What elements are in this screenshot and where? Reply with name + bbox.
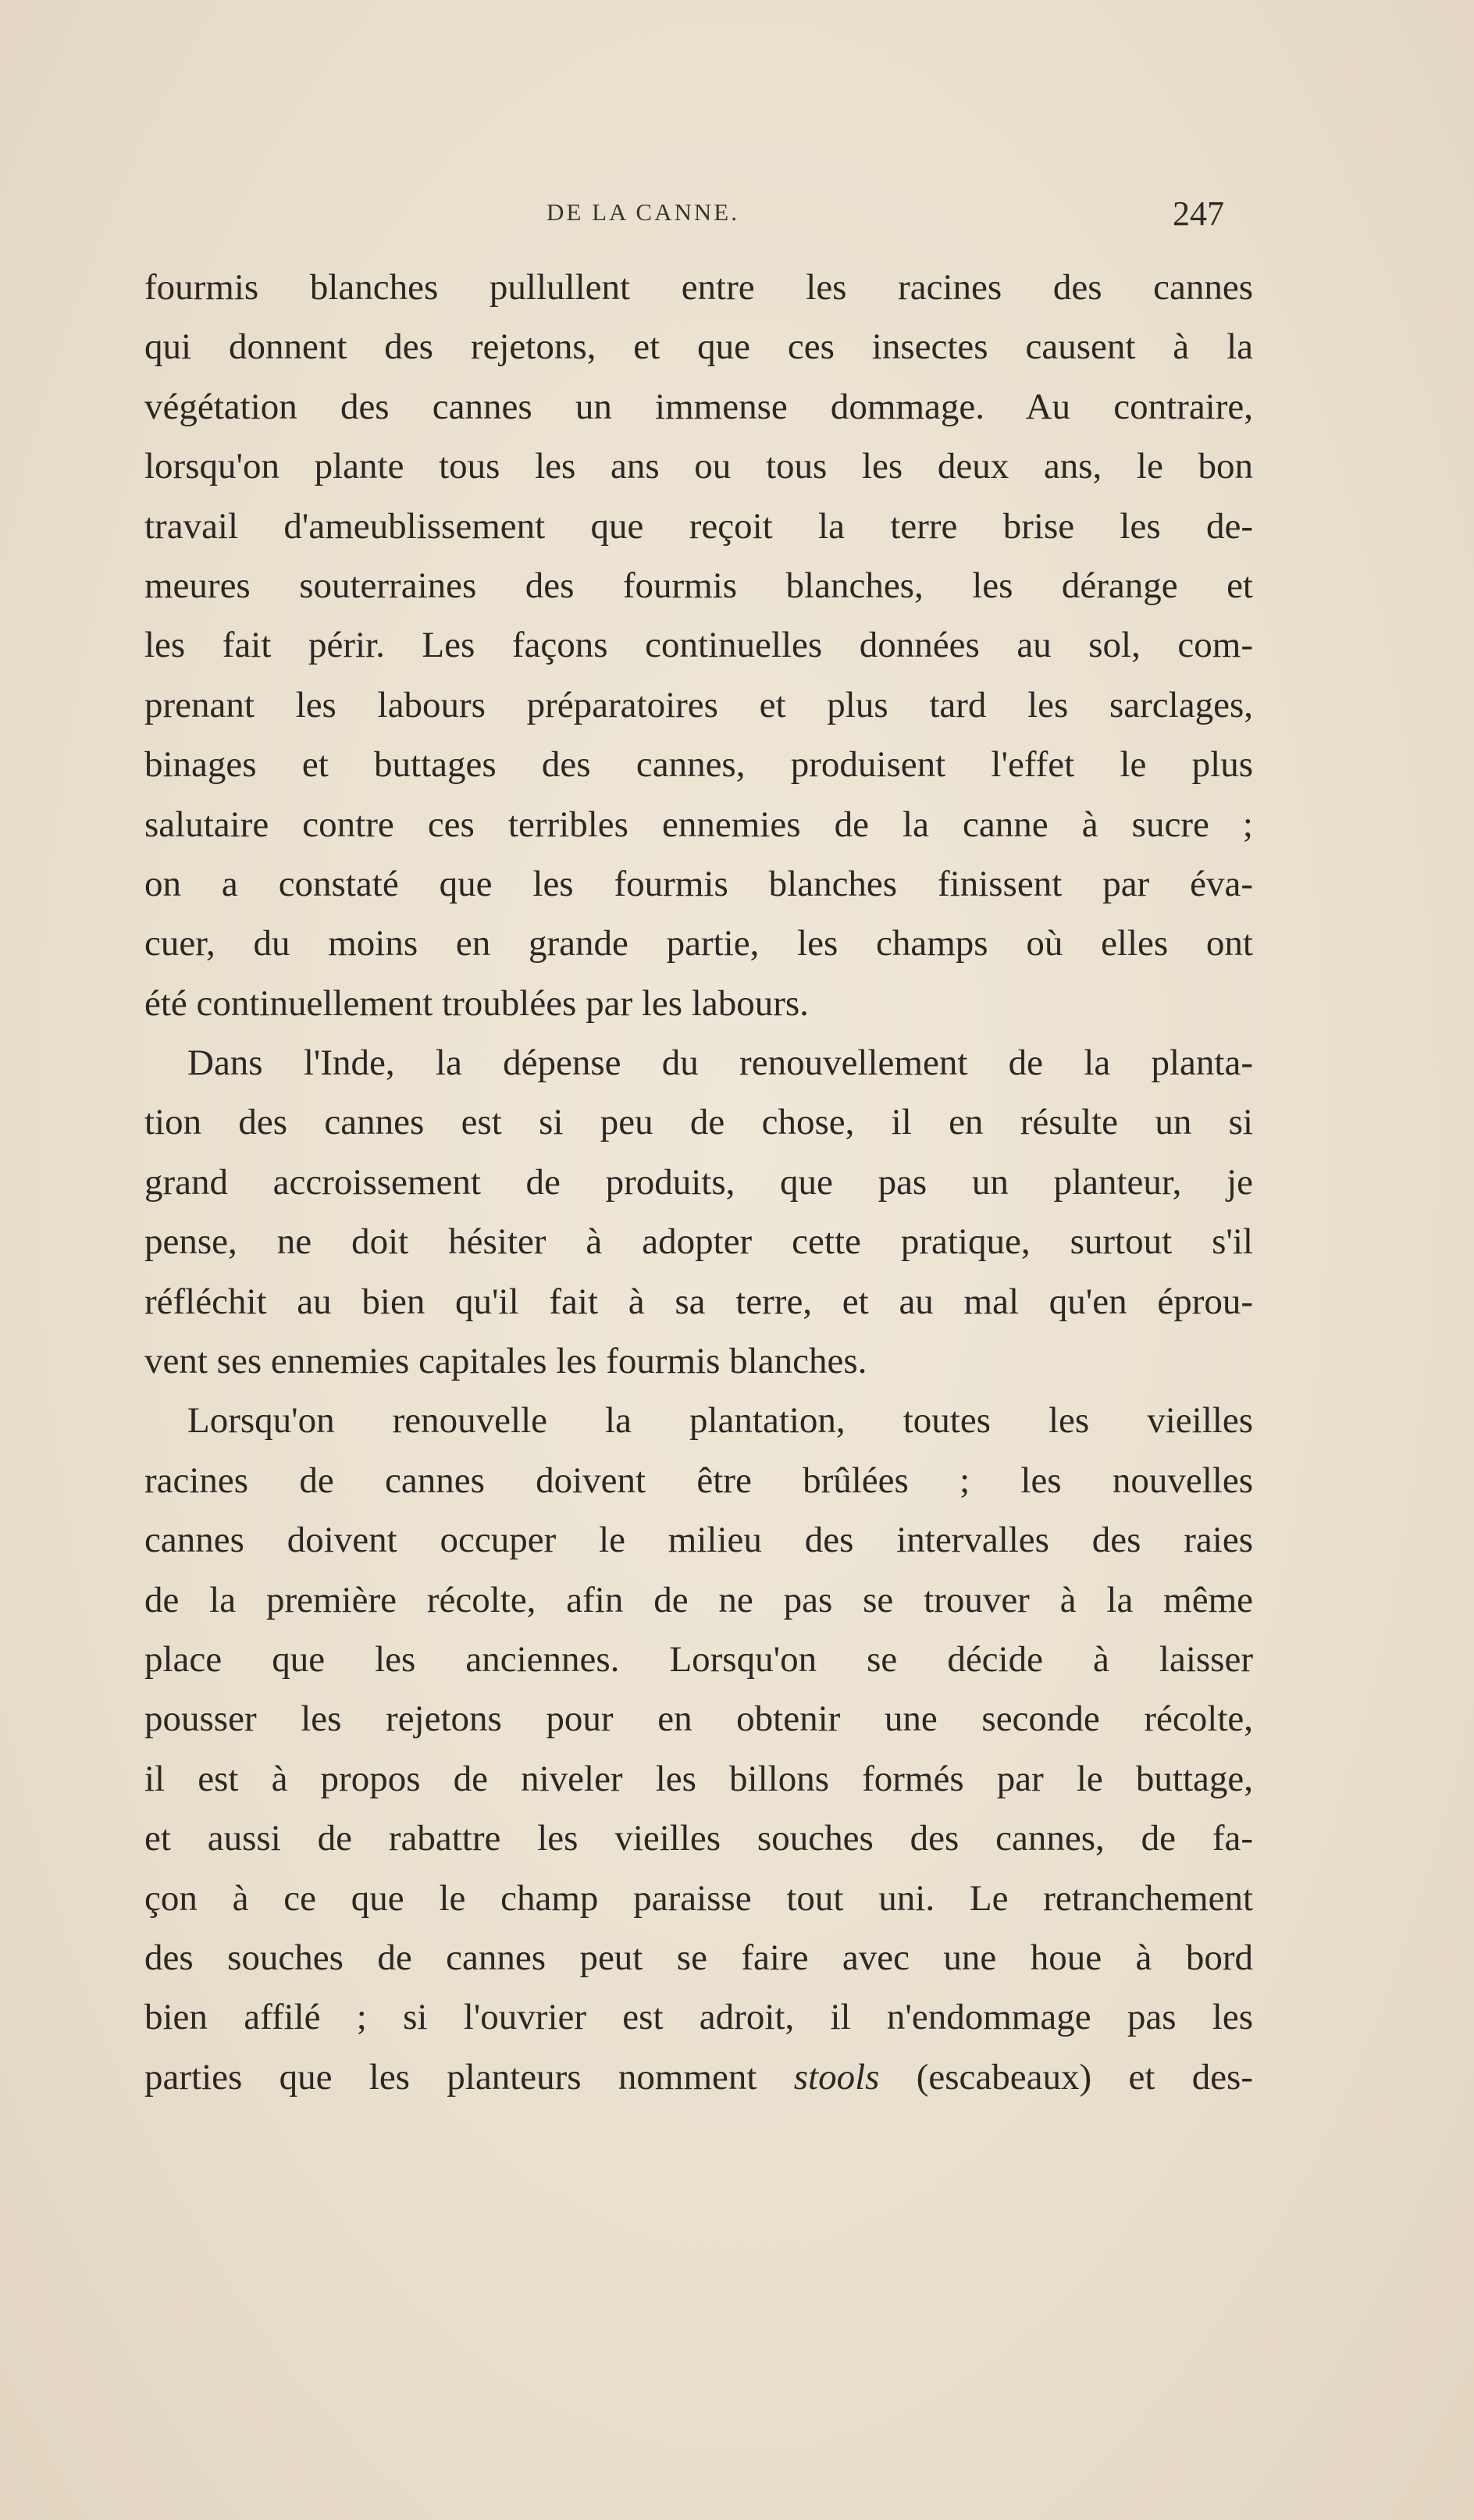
text-line: pousser les rejetons pour en obtenir une seconde récolte,	[144, 1698, 1253, 1740]
text-line: salutaire contre ces terribles ennemies de la canne à sucre ;	[144, 804, 1253, 845]
text-line: végétation des cannes un immense dommage. Au contraire,	[144, 386, 1253, 427]
text-line: les fait périr. Les façons continuelles données au sol, com-	[144, 625, 1253, 666]
running-head	[0, 194, 1474, 241]
text-line: de la première récolte, afin de ne pas se trouver à la même	[144, 1579, 1253, 1620]
text-line: çon à ce que le champ paraisse tout uni. Le retranchement	[144, 1877, 1253, 1919]
text-line: racines de cannes doivent être brûlées ; les nouvelles	[144, 1460, 1253, 1501]
line-text-after: (escabeaux) et des-	[879, 2056, 1253, 2098]
body-text	[144, 258, 1253, 2107]
text-line: cannes doivent occuper le milieu des intervalles des raies	[144, 1520, 1253, 1561]
text-line: réfléchit au bien qu'il fait à sa terre, et au mal qu'en éprou-	[144, 1281, 1253, 1322]
italic-term: stools	[793, 2056, 880, 2098]
text-line: cuer, du moins en grande partie, les champs où elles ont	[144, 923, 1253, 964]
text-line: et aussi de rabattre les vieilles souches des cannes, de fa-	[144, 1818, 1253, 1859]
text-line: fourmis blanches pullullent entre les racines des cannes	[144, 267, 1253, 308]
paragraph-start-line: Dans l'Inde, la dépense du renouvellement de la planta-	[187, 1043, 1253, 1084]
text-line: lorsqu'on plante tous les ans ou tous les deux ans, le bon	[144, 446, 1253, 487]
text-line: des souches de cannes peut se faire avec une houe à bord	[144, 1937, 1253, 1978]
text-line-with-italic	[144, 2048, 1253, 2107]
text-line: il est à propos de niveler les billons formés par le buttage,	[144, 1758, 1253, 1799]
text-line: place que les anciennes. Lorsqu'on se décide à laisser	[144, 1638, 1253, 1680]
page-number: 247	[1173, 194, 1224, 233]
running-title: DE LA CANNE.	[547, 198, 739, 226]
paragraph-start-line: Lorsqu'on renouvelle la plantation, toutes les vieilles	[187, 1400, 1253, 1442]
text-line: pense, ne doit hésiter à adopter cette pratique, surtout s'il	[144, 1221, 1253, 1263]
text-line: qui donnent des rejetons, et que ces insectes causent à la	[144, 326, 1253, 368]
text-line: meures souterraines des fourmis blanches, les dérange et	[144, 565, 1253, 606]
text-line: bien affilé ; si l'ouvrier est adroit, il n'endommage pas les	[144, 1997, 1253, 2038]
text-line: on a constaté que les fourmis blanches finissent par éva-	[144, 863, 1253, 904]
text-line: prenant les labours préparatoires et plus tard les sarclages,	[144, 684, 1253, 725]
text-line: tion des cannes est si peu de chose, il en résulte un si	[144, 1102, 1253, 1143]
text-line: binages et buttages des cannes, produisent l'effet le plus	[144, 744, 1253, 786]
paragraph-end-line: été continuellement troublées par les labours.	[144, 982, 809, 1024]
text-line: grand accroissement de produits, que pas un planteur, je	[144, 1161, 1253, 1203]
line-text-before: parties que les planteurs nomment	[144, 2056, 794, 2098]
paragraph-end-line: vent ses ennemies capitales les fourmis blanches.	[144, 1341, 867, 1382]
text-line: travail d'ameublissement que reçoit la terre brise les de-	[144, 505, 1253, 547]
